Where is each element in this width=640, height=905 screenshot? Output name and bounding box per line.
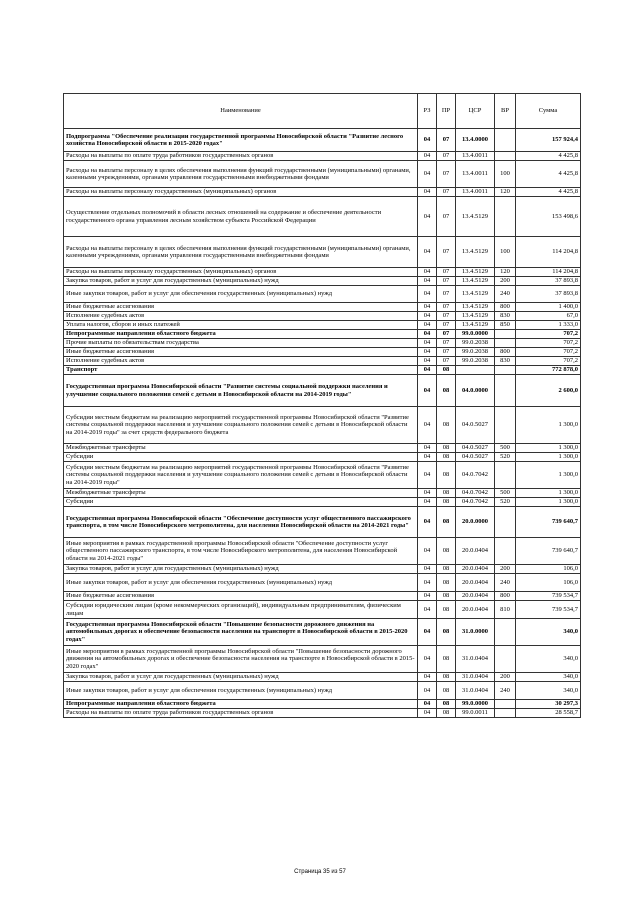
cell-csr: 99.0.2038 xyxy=(456,357,495,366)
cell-csr: 31.0.0404 xyxy=(456,682,495,700)
table-row xyxy=(64,348,581,357)
cell-sum: 707,2 xyxy=(516,330,581,339)
cell-csr: 13.4.5129 xyxy=(456,237,495,268)
cell-name: Расходы на выплаты персоналу государственных (муниципальных) органов xyxy=(64,268,418,277)
cell-rz: 04 xyxy=(418,574,437,592)
table-row xyxy=(64,601,581,619)
cell-name: Государственная программа Новосибирской области "Обеспечение доступности услуг общественного пассажирского транспорта, в том числе Новосибирского метрополитена, для населения Новосибирской области на 2014-2021 годы" xyxy=(64,507,418,538)
cell-rz: 04 xyxy=(418,565,437,574)
cell-rz: 04 xyxy=(418,129,437,152)
cell-sum: 114 204,8 xyxy=(516,237,581,268)
header-pr: ПР xyxy=(437,94,456,129)
cell-name: Субсидии юридическим лицам (кроме некоммерческих организаций), индивидуальным предпринимателям, физическим лицам xyxy=(64,601,418,619)
cell-sum: 1 300,0 xyxy=(516,498,581,507)
cell-name: Иные закупки товаров, работ и услуг для обеспечения государственных (муниципальных) нужд xyxy=(64,286,418,303)
cell-rz: 04 xyxy=(418,277,437,286)
cell-vr: 100 xyxy=(495,237,516,268)
cell-name: Расходы на выплаты персоналу государственных (муниципальных) органов xyxy=(64,188,418,197)
cell-sum: 1 333,0 xyxy=(516,321,581,330)
cell-sum: 114 204,8 xyxy=(516,268,581,277)
cell-vr xyxy=(495,507,516,538)
cell-sum: 37 893,8 xyxy=(516,286,581,303)
cell-sum: 1 300,0 xyxy=(516,444,581,453)
cell-name: Межбюджетные трансферты xyxy=(64,444,418,453)
cell-vr: 120 xyxy=(495,188,516,197)
cell-rz: 04 xyxy=(418,286,437,303)
cell-rz: 04 xyxy=(418,682,437,700)
cell-vr xyxy=(495,462,516,489)
header-csr: ЦСР xyxy=(456,94,495,129)
cell-vr xyxy=(495,407,516,444)
cell-pr: 08 xyxy=(437,700,456,709)
cell-name: Расходы на выплаты по оплате труда работников государственных органов xyxy=(64,709,418,718)
cell-pr: 08 xyxy=(437,462,456,489)
table-row xyxy=(64,321,581,330)
table-row xyxy=(64,462,581,489)
cell-rz: 04 xyxy=(418,407,437,444)
cell-vr: 800 xyxy=(495,303,516,312)
cell-csr: 31.0.0000 xyxy=(456,619,495,646)
cell-csr: 13.4.5129 xyxy=(456,312,495,321)
cell-name: Иные закупки товаров, работ и услуг для обеспечения государственных (муниципальных) нужд xyxy=(64,574,418,592)
cell-sum: 1 300,0 xyxy=(516,453,581,462)
cell-vr: 520 xyxy=(495,453,516,462)
cell-pr: 07 xyxy=(437,277,456,286)
cell-sum: 739 640,7 xyxy=(516,507,581,538)
table-row xyxy=(64,709,581,718)
cell-name: Субсидии местным бюджетам на реализацию мероприятий государственной программы Новосибирской области "Развитие системы социальной поддержки населения и улучшение социального положения семей с детьми в Новосибирской области на 2014-2019 годы" xyxy=(64,462,418,489)
cell-vr xyxy=(495,709,516,718)
cell-sum: 1 400,0 xyxy=(516,303,581,312)
cell-vr xyxy=(495,366,516,375)
cell-csr: 20.0.0404 xyxy=(456,601,495,619)
cell-name: Исполнение судебных актов xyxy=(64,357,418,366)
cell-pr: 08 xyxy=(437,709,456,718)
cell-csr: 20.0.0404 xyxy=(456,592,495,601)
table-row xyxy=(64,489,581,498)
table-row xyxy=(64,129,581,152)
cell-name: Закупка товаров, работ и услуг для государственных (муниципальных) нужд xyxy=(64,565,418,574)
cell-pr: 07 xyxy=(437,237,456,268)
cell-rz: 04 xyxy=(418,453,437,462)
cell-pr: 07 xyxy=(437,286,456,303)
table-row xyxy=(64,330,581,339)
cell-sum: 739 534,7 xyxy=(516,601,581,619)
cell-csr: 13.4.5129 xyxy=(456,268,495,277)
cell-csr: 04.0.5027 xyxy=(456,407,495,444)
cell-pr: 07 xyxy=(437,188,456,197)
cell-rz: 04 xyxy=(418,700,437,709)
cell-pr: 07 xyxy=(437,312,456,321)
cell-rz: 04 xyxy=(418,619,437,646)
table-row xyxy=(64,507,581,538)
table-row xyxy=(64,619,581,646)
table-row xyxy=(64,268,581,277)
table-row xyxy=(64,407,581,444)
cell-name: Непрограммные направления областного бюджета xyxy=(64,700,418,709)
cell-csr: 04.0.7042 xyxy=(456,462,495,489)
cell-pr: 08 xyxy=(437,538,456,565)
cell-pr: 08 xyxy=(437,453,456,462)
header-vr: ВР xyxy=(495,94,516,129)
cell-pr: 07 xyxy=(437,330,456,339)
cell-sum: 1 300,0 xyxy=(516,462,581,489)
cell-pr: 08 xyxy=(437,574,456,592)
cell-name: Субсидии xyxy=(64,498,418,507)
cell-sum: 4 425,8 xyxy=(516,152,581,161)
cell-sum: 340,0 xyxy=(516,619,581,646)
table-row xyxy=(64,161,581,188)
cell-rz: 04 xyxy=(418,366,437,375)
cell-csr: 13.4.0011 xyxy=(456,188,495,197)
table-header-row xyxy=(64,94,581,129)
cell-vr: 100 xyxy=(495,161,516,188)
cell-sum: 340,0 xyxy=(516,646,581,673)
table-row xyxy=(64,366,581,375)
cell-csr: 31.0.0404 xyxy=(456,673,495,682)
table-row xyxy=(64,197,581,237)
cell-csr: 13.4.0011 xyxy=(456,152,495,161)
cell-csr: 04.0.5027 xyxy=(456,453,495,462)
cell-rz: 04 xyxy=(418,312,437,321)
cell-vr xyxy=(495,375,516,407)
cell-name: Субсидии местным бюджетам на реализацию мероприятий государственной программы Новосибирской области "Развитие системы социальной поддержки населения и улучшение социального положения семей с детьми в Новосибирской области на 2014-2019 годы" за счет средств федерального бюджета xyxy=(64,407,418,444)
cell-pr: 08 xyxy=(437,507,456,538)
cell-pr: 07 xyxy=(437,339,456,348)
cell-pr: 08 xyxy=(437,498,456,507)
cell-vr xyxy=(495,619,516,646)
table-row xyxy=(64,357,581,366)
cell-name: Субсидии xyxy=(64,453,418,462)
table-body xyxy=(64,129,581,718)
cell-rz: 04 xyxy=(418,330,437,339)
cell-csr: 99.0.0000 xyxy=(456,330,495,339)
cell-csr: 13.4.5129 xyxy=(456,321,495,330)
cell-rz: 04 xyxy=(418,601,437,619)
cell-rz: 04 xyxy=(418,375,437,407)
cell-sum: 153 498,6 xyxy=(516,197,581,237)
cell-vr xyxy=(495,330,516,339)
table-row xyxy=(64,188,581,197)
table-row xyxy=(64,646,581,673)
cell-vr xyxy=(495,152,516,161)
cell-vr: 200 xyxy=(495,277,516,286)
table-row xyxy=(64,565,581,574)
cell-rz: 04 xyxy=(418,592,437,601)
cell-csr: 04.0.7042 xyxy=(456,498,495,507)
cell-sum: 707,2 xyxy=(516,357,581,366)
cell-rz: 04 xyxy=(418,339,437,348)
cell-sum: 30 297,3 xyxy=(516,700,581,709)
cell-name: Исполнение судебных актов xyxy=(64,312,418,321)
cell-csr: 04.0.7042 xyxy=(456,489,495,498)
cell-rz: 04 xyxy=(418,507,437,538)
cell-pr: 07 xyxy=(437,357,456,366)
table-row xyxy=(64,538,581,565)
cell-pr: 08 xyxy=(437,601,456,619)
cell-sum: 772 878,0 xyxy=(516,366,581,375)
cell-pr: 07 xyxy=(437,268,456,277)
cell-vr: 800 xyxy=(495,348,516,357)
cell-pr: 07 xyxy=(437,152,456,161)
cell-csr: 13.4.5129 xyxy=(456,277,495,286)
cell-name: Уплата налогов, сборов и иных платежей xyxy=(64,321,418,330)
cell-sum: 2 600,0 xyxy=(516,375,581,407)
cell-csr: 13.4.5129 xyxy=(456,197,495,237)
cell-sum: 707,2 xyxy=(516,339,581,348)
cell-pr: 07 xyxy=(437,303,456,312)
cell-name: Иные бюджетные ассигнования xyxy=(64,303,418,312)
table-row xyxy=(64,277,581,286)
header-rz: РЗ xyxy=(418,94,437,129)
cell-name: Государственная программа Новосибирской области "Развитие системы социальной поддержки населения и улучшение социального положения семей с детьми в Новосибирской области на 2014-2019 годы" xyxy=(64,375,418,407)
cell-pr: 08 xyxy=(437,375,456,407)
cell-name: Иные бюджетные ассигнования xyxy=(64,348,418,357)
cell-pr: 07 xyxy=(437,348,456,357)
cell-rz: 04 xyxy=(418,197,437,237)
cell-vr: 240 xyxy=(495,286,516,303)
cell-name: Государственная программа Новосибирской области "Повышение безопасности дорожного движения на автомобильных дорогах и обеспечение безопасности населения на транспорте в Новосибирской области в 2015-2020 годах" xyxy=(64,619,418,646)
cell-sum: 4 425,8 xyxy=(516,161,581,188)
cell-rz: 04 xyxy=(418,673,437,682)
cell-csr: 20.0.0404 xyxy=(456,538,495,565)
cell-rz: 04 xyxy=(418,709,437,718)
cell-csr: 99.0.2038 xyxy=(456,339,495,348)
cell-rz: 04 xyxy=(418,161,437,188)
cell-sum: 340,0 xyxy=(516,673,581,682)
cell-csr: 99.0.2038 xyxy=(456,348,495,357)
cell-name: Транспорт xyxy=(64,366,418,375)
table-row xyxy=(64,682,581,700)
table-row xyxy=(64,286,581,303)
cell-sum: 739 534,7 xyxy=(516,592,581,601)
table-row xyxy=(64,592,581,601)
cell-vr: 500 xyxy=(495,489,516,498)
cell-name: Иные мероприятия в рамках государственной программы Новосибирской области "Повышение безопасности дорожного движения на автомобильных дорогах и обеспечение безопасности населения на транспорте в Новосибирской области в 2015-2020 годах" xyxy=(64,646,418,673)
cell-csr: 99.0.0011 xyxy=(456,709,495,718)
cell-rz: 04 xyxy=(418,538,437,565)
header-name: Наименование xyxy=(64,94,418,129)
table-row xyxy=(64,237,581,268)
table-row xyxy=(64,673,581,682)
cell-sum: 106,0 xyxy=(516,565,581,574)
cell-csr: 13.4.5129 xyxy=(456,286,495,303)
table-row xyxy=(64,303,581,312)
cell-sum: 106,0 xyxy=(516,574,581,592)
cell-name: Расходы на выплаты персоналу в целях обеспечения выполнения функций государственными (муниципальными) органами, казенными учреждениями, органами управления государственными внебюджетными фондами xyxy=(64,161,418,188)
cell-vr: 240 xyxy=(495,682,516,700)
cell-name: Закупка товаров, работ и услуг для государственных (муниципальных) нужд xyxy=(64,673,418,682)
cell-vr: 120 xyxy=(495,268,516,277)
cell-sum: 37 893,8 xyxy=(516,277,581,286)
table-row xyxy=(64,574,581,592)
cell-vr: 830 xyxy=(495,357,516,366)
cell-rz: 04 xyxy=(418,237,437,268)
cell-rz: 04 xyxy=(418,444,437,453)
cell-name: Непрограммные направления областного бюджета xyxy=(64,330,418,339)
table-row xyxy=(64,339,581,348)
cell-name: Подпрограмма "Обеспечение реализации государственной программы Новосибирской области "Развитие лесного хозяйства Новосибирской области в 2015-2020 годах" xyxy=(64,129,418,152)
cell-pr: 08 xyxy=(437,444,456,453)
cell-vr xyxy=(495,646,516,673)
cell-sum: 340,0 xyxy=(516,682,581,700)
cell-sum: 1 300,0 xyxy=(516,407,581,444)
cell-rz: 04 xyxy=(418,321,437,330)
cell-csr: 13.4.0000 xyxy=(456,129,495,152)
cell-csr: 04.0.5027 xyxy=(456,444,495,453)
cell-pr: 08 xyxy=(437,565,456,574)
cell-name: Межбюджетные трансферты xyxy=(64,489,418,498)
cell-vr: 520 xyxy=(495,498,516,507)
cell-rz: 04 xyxy=(418,268,437,277)
cell-csr: 99.0.0000 xyxy=(456,700,495,709)
cell-vr: 810 xyxy=(495,601,516,619)
cell-pr: 07 xyxy=(437,161,456,188)
cell-vr xyxy=(495,339,516,348)
cell-sum: 28 558,7 xyxy=(516,709,581,718)
table-row xyxy=(64,453,581,462)
cell-vr: 500 xyxy=(495,444,516,453)
cell-csr: 20.0.0404 xyxy=(456,565,495,574)
cell-name: Иные бюджетные ассигнования xyxy=(64,592,418,601)
table-row xyxy=(64,152,581,161)
cell-pr: 07 xyxy=(437,197,456,237)
cell-csr: 04.0.0000 xyxy=(456,375,495,407)
cell-vr: 200 xyxy=(495,565,516,574)
cell-name: Закупка товаров, работ и услуг для государственных (муниципальных) нужд xyxy=(64,277,418,286)
cell-sum: 1 300,0 xyxy=(516,489,581,498)
cell-csr: 13.4.5129 xyxy=(456,303,495,312)
cell-sum: 739 640,7 xyxy=(516,538,581,565)
cell-vr xyxy=(495,700,516,709)
budget-table xyxy=(63,93,581,718)
cell-pr: 08 xyxy=(437,592,456,601)
cell-vr xyxy=(495,129,516,152)
cell-name: Прочие выплаты по обязательствам государства xyxy=(64,339,418,348)
cell-csr xyxy=(456,366,495,375)
cell-vr: 240 xyxy=(495,574,516,592)
cell-pr: 07 xyxy=(437,129,456,152)
page-number: Страница 35 из 57 xyxy=(294,869,346,875)
cell-vr xyxy=(495,538,516,565)
cell-rz: 04 xyxy=(418,646,437,673)
cell-pr: 08 xyxy=(437,682,456,700)
cell-pr: 07 xyxy=(437,321,456,330)
cell-name: Осуществление отдельных полномочий в области лесных отношений на содержание и обеспечение деятельности государственного органа управления лесным хозяйством субъекта Российской Федерации xyxy=(64,197,418,237)
cell-vr: 830 xyxy=(495,312,516,321)
cell-csr: 31.0.0404 xyxy=(456,646,495,673)
cell-rz: 04 xyxy=(418,498,437,507)
cell-name: Расходы на выплаты по оплате труда работников государственных органов xyxy=(64,152,418,161)
cell-name: Иные мероприятия в рамках государственной программы Новосибирской области "Обеспечение доступности услуг общественного пассажирского транспорта, в том числе Новосибирского метрополитена, для населения Новосибирской области на 2014-2021 годы" xyxy=(64,538,418,565)
cell-vr: 800 xyxy=(495,592,516,601)
cell-csr: 20.0.0000 xyxy=(456,507,495,538)
header-sum: Сумма xyxy=(516,94,581,129)
cell-pr: 08 xyxy=(437,619,456,646)
cell-vr xyxy=(495,197,516,237)
cell-rz: 04 xyxy=(418,152,437,161)
cell-sum: 707,2 xyxy=(516,348,581,357)
cell-sum: 4 425,8 xyxy=(516,188,581,197)
table-row xyxy=(64,700,581,709)
cell-sum: 67,0 xyxy=(516,312,581,321)
cell-vr: 200 xyxy=(495,673,516,682)
table-row xyxy=(64,312,581,321)
cell-pr: 08 xyxy=(437,489,456,498)
cell-rz: 04 xyxy=(418,357,437,366)
cell-rz: 04 xyxy=(418,462,437,489)
cell-name: Расходы на выплаты персоналу в целях обеспечения выполнения функций государственными (муниципальными) органами, казенными учреждениями, органами управления государственными внебюджетными фондами xyxy=(64,237,418,268)
table-row xyxy=(64,444,581,453)
table-row xyxy=(64,375,581,407)
cell-csr: 20.0.0404 xyxy=(456,574,495,592)
cell-pr: 08 xyxy=(437,407,456,444)
cell-rz: 04 xyxy=(418,348,437,357)
cell-sum: 157 924,4 xyxy=(516,129,581,152)
cell-vr: 850 xyxy=(495,321,516,330)
cell-rz: 04 xyxy=(418,188,437,197)
cell-pr: 08 xyxy=(437,646,456,673)
cell-pr: 08 xyxy=(437,366,456,375)
table-row xyxy=(64,498,581,507)
cell-pr: 08 xyxy=(437,673,456,682)
cell-rz: 04 xyxy=(418,489,437,498)
cell-rz: 04 xyxy=(418,303,437,312)
cell-csr: 13.4.0011 xyxy=(456,161,495,188)
cell-name: Иные закупки товаров, работ и услуг для обеспечения государственных (муниципальных) нужд xyxy=(64,682,418,700)
